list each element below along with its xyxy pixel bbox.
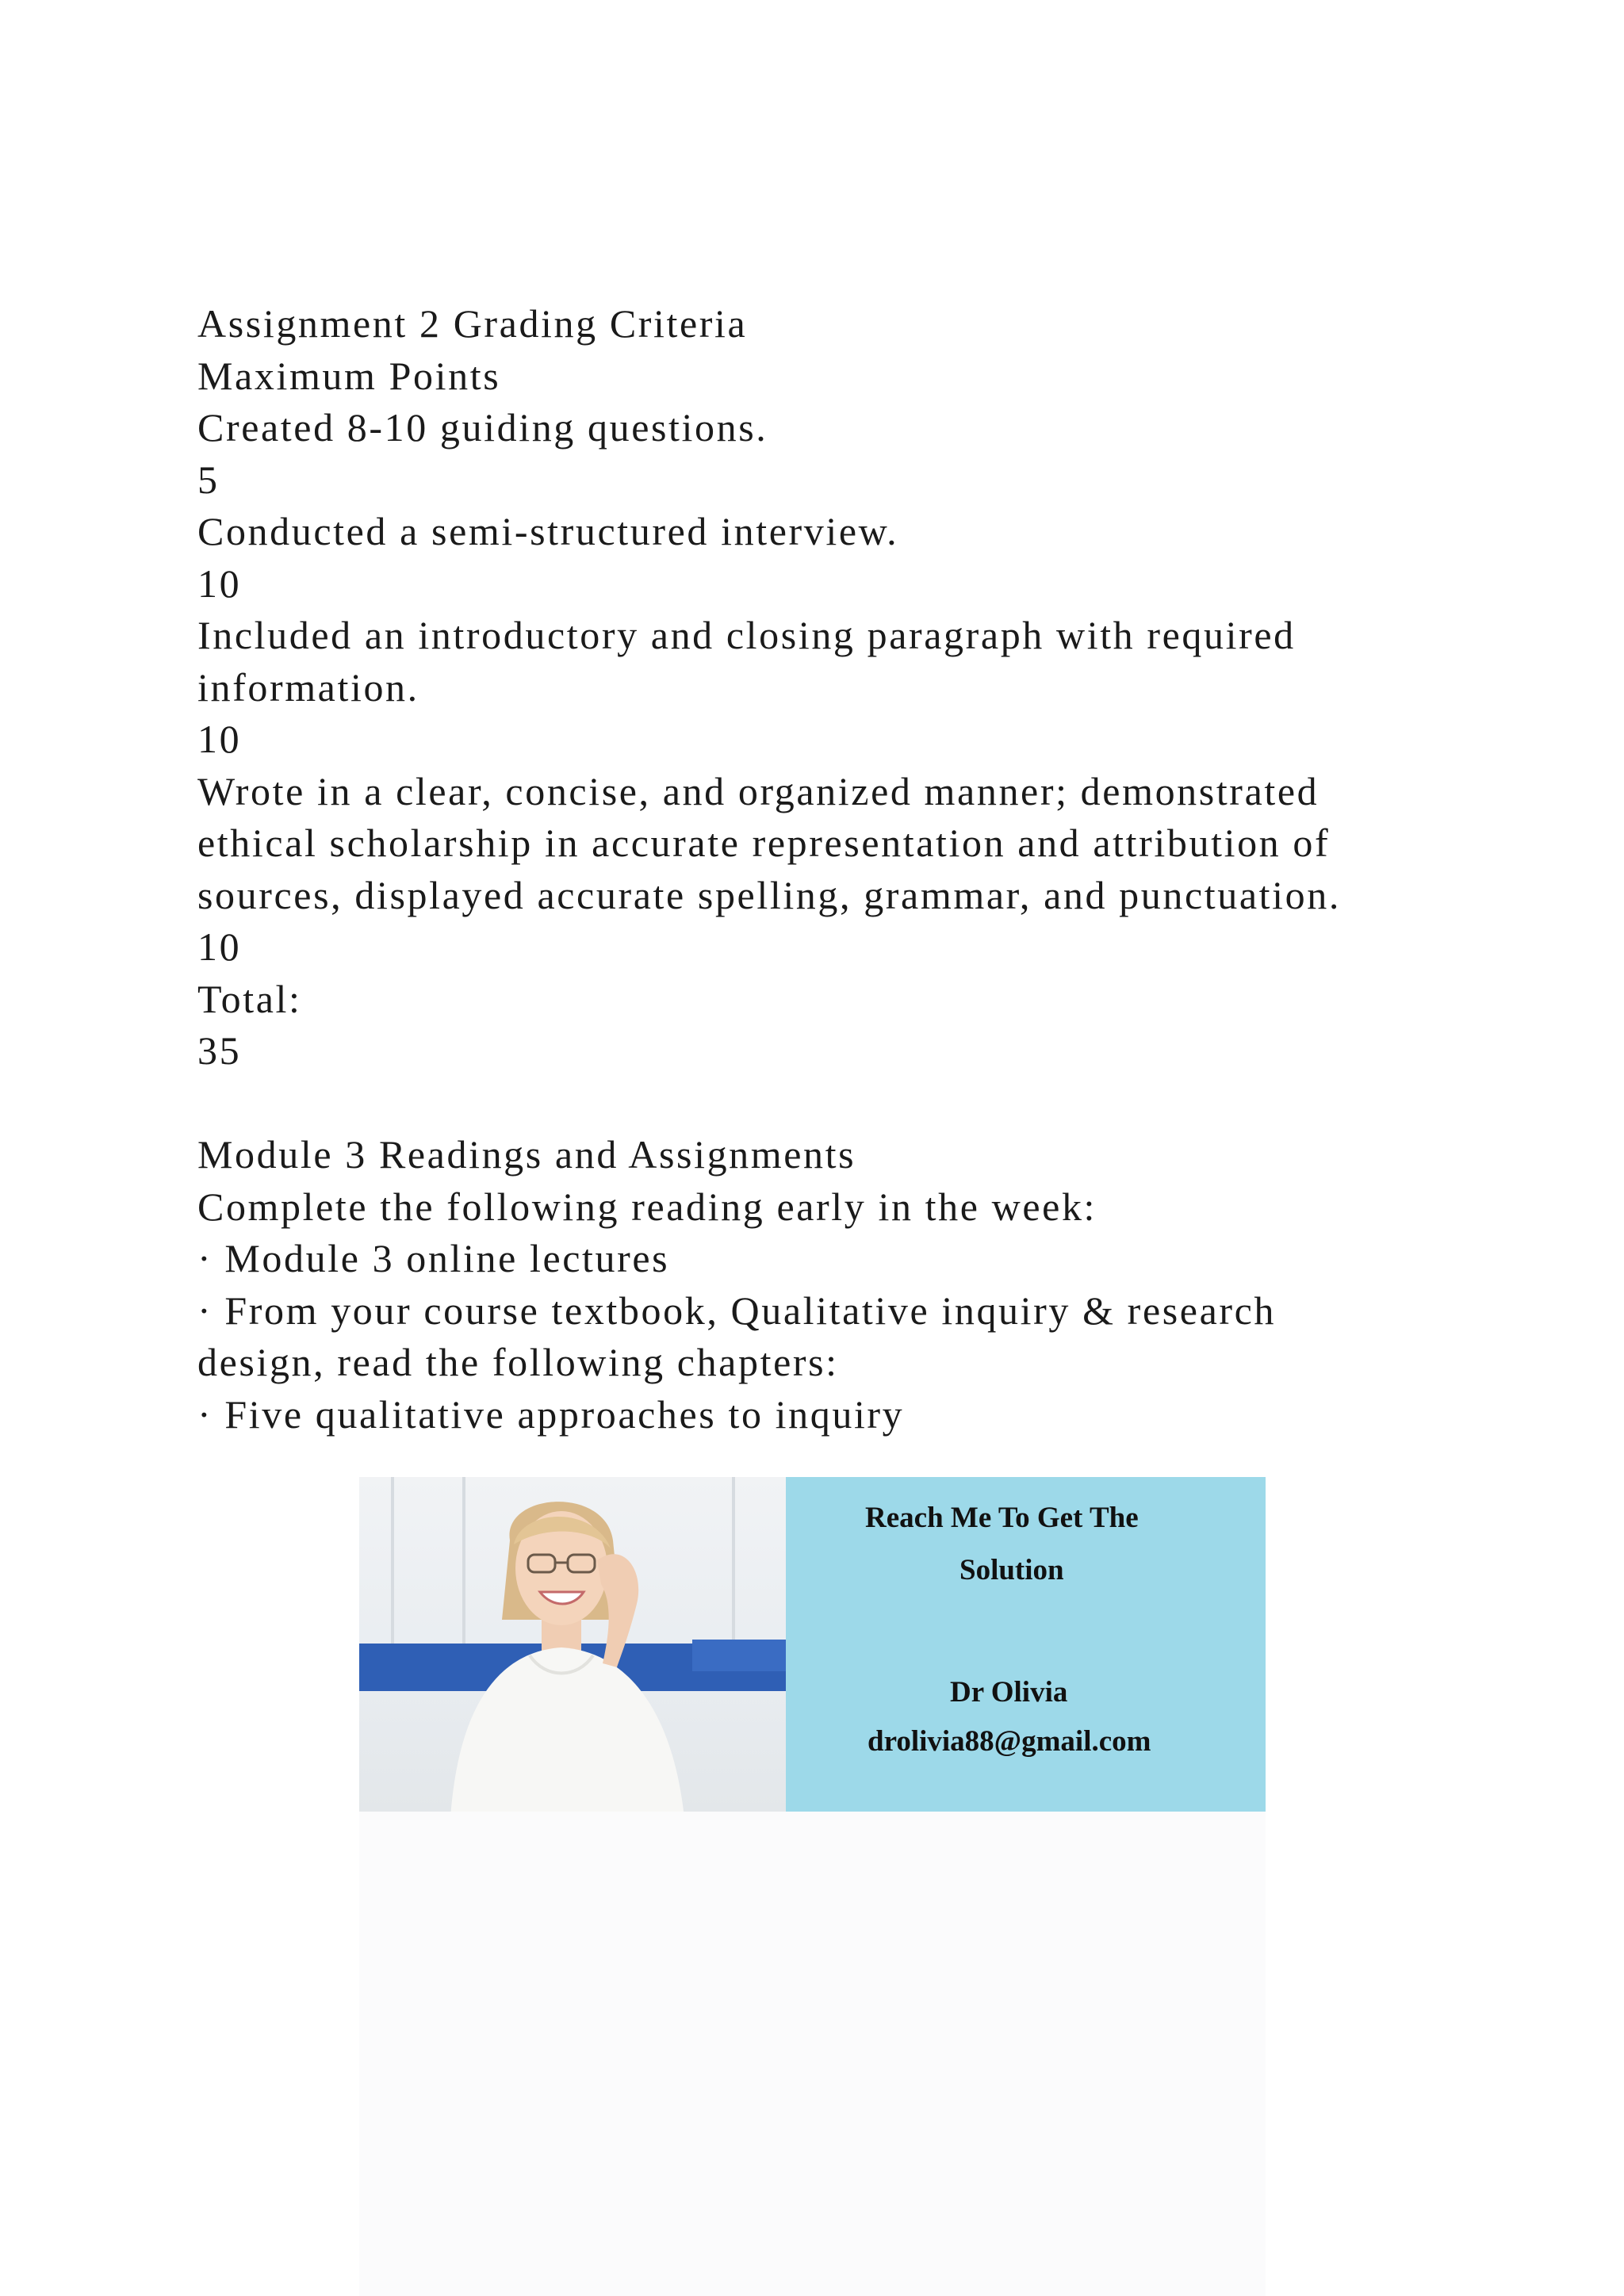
blue-background-shape <box>692 1640 786 1671</box>
criterion-text: Included an introductory and closing paragraph with required <box>197 613 1296 657</box>
criterion-text: sources, displayed accurate spelling, grammar, and punctuation. <box>197 872 1341 917</box>
total-label: Total: <box>197 976 302 1021</box>
blank-image-area <box>359 1812 1266 2296</box>
total-points: 35 <box>197 1028 242 1073</box>
banner-heading-line1: Reach Me To Get The <box>865 1502 1139 1534</box>
contact-email: drolivia88@gmail.com <box>868 1725 1151 1758</box>
bullet-item: · Five qualitative approaches to inquiry <box>197 1391 905 1437</box>
banner-heading-line2: Solution <box>959 1554 1064 1586</box>
document-body <box>197 298 1434 1441</box>
criterion-text: Created 8-10 guiding questions. <box>197 405 768 450</box>
rubric-column-header: Maximum Points <box>197 353 501 398</box>
criterion-text: information. <box>197 664 419 710</box>
criterion-points: 10 <box>197 924 242 969</box>
window-frame <box>732 1477 735 1667</box>
module-intro: Complete the following reading early in the week: <box>197 1184 1097 1229</box>
contact-banner <box>359 1477 1266 1812</box>
criterion-points: 5 <box>197 457 220 502</box>
person-illustration <box>435 1485 696 1812</box>
criterion-points: 10 <box>197 717 242 761</box>
bullet-item: · Module 3 online lectures <box>197 1236 670 1280</box>
window-frame <box>391 1477 394 1667</box>
tutor-photo <box>359 1477 786 1812</box>
bullet-item-continued: design, read the following chapters: <box>197 1340 839 1384</box>
criterion-points: 10 <box>197 561 242 606</box>
module-title: Module 3 Readings and Assignments <box>197 1132 856 1177</box>
criterion-text: ethical scholarship in accurate representation and attribution of <box>197 821 1331 865</box>
section-gap <box>197 1077 1434 1130</box>
bullet-item: · From your course textbook, Qualitative inquiry & research <box>197 1288 1277 1333</box>
rubric-title: Assignment 2 Grading Criteria <box>197 301 748 346</box>
criterion-text: Wrote in a clear, concise, and organized manner; demonstrated <box>197 768 1320 813</box>
criterion-text: Conducted a semi-structured interview. <box>197 509 899 553</box>
contact-name: Dr Olivia <box>950 1676 1068 1709</box>
contact-panel <box>786 1477 1266 1812</box>
